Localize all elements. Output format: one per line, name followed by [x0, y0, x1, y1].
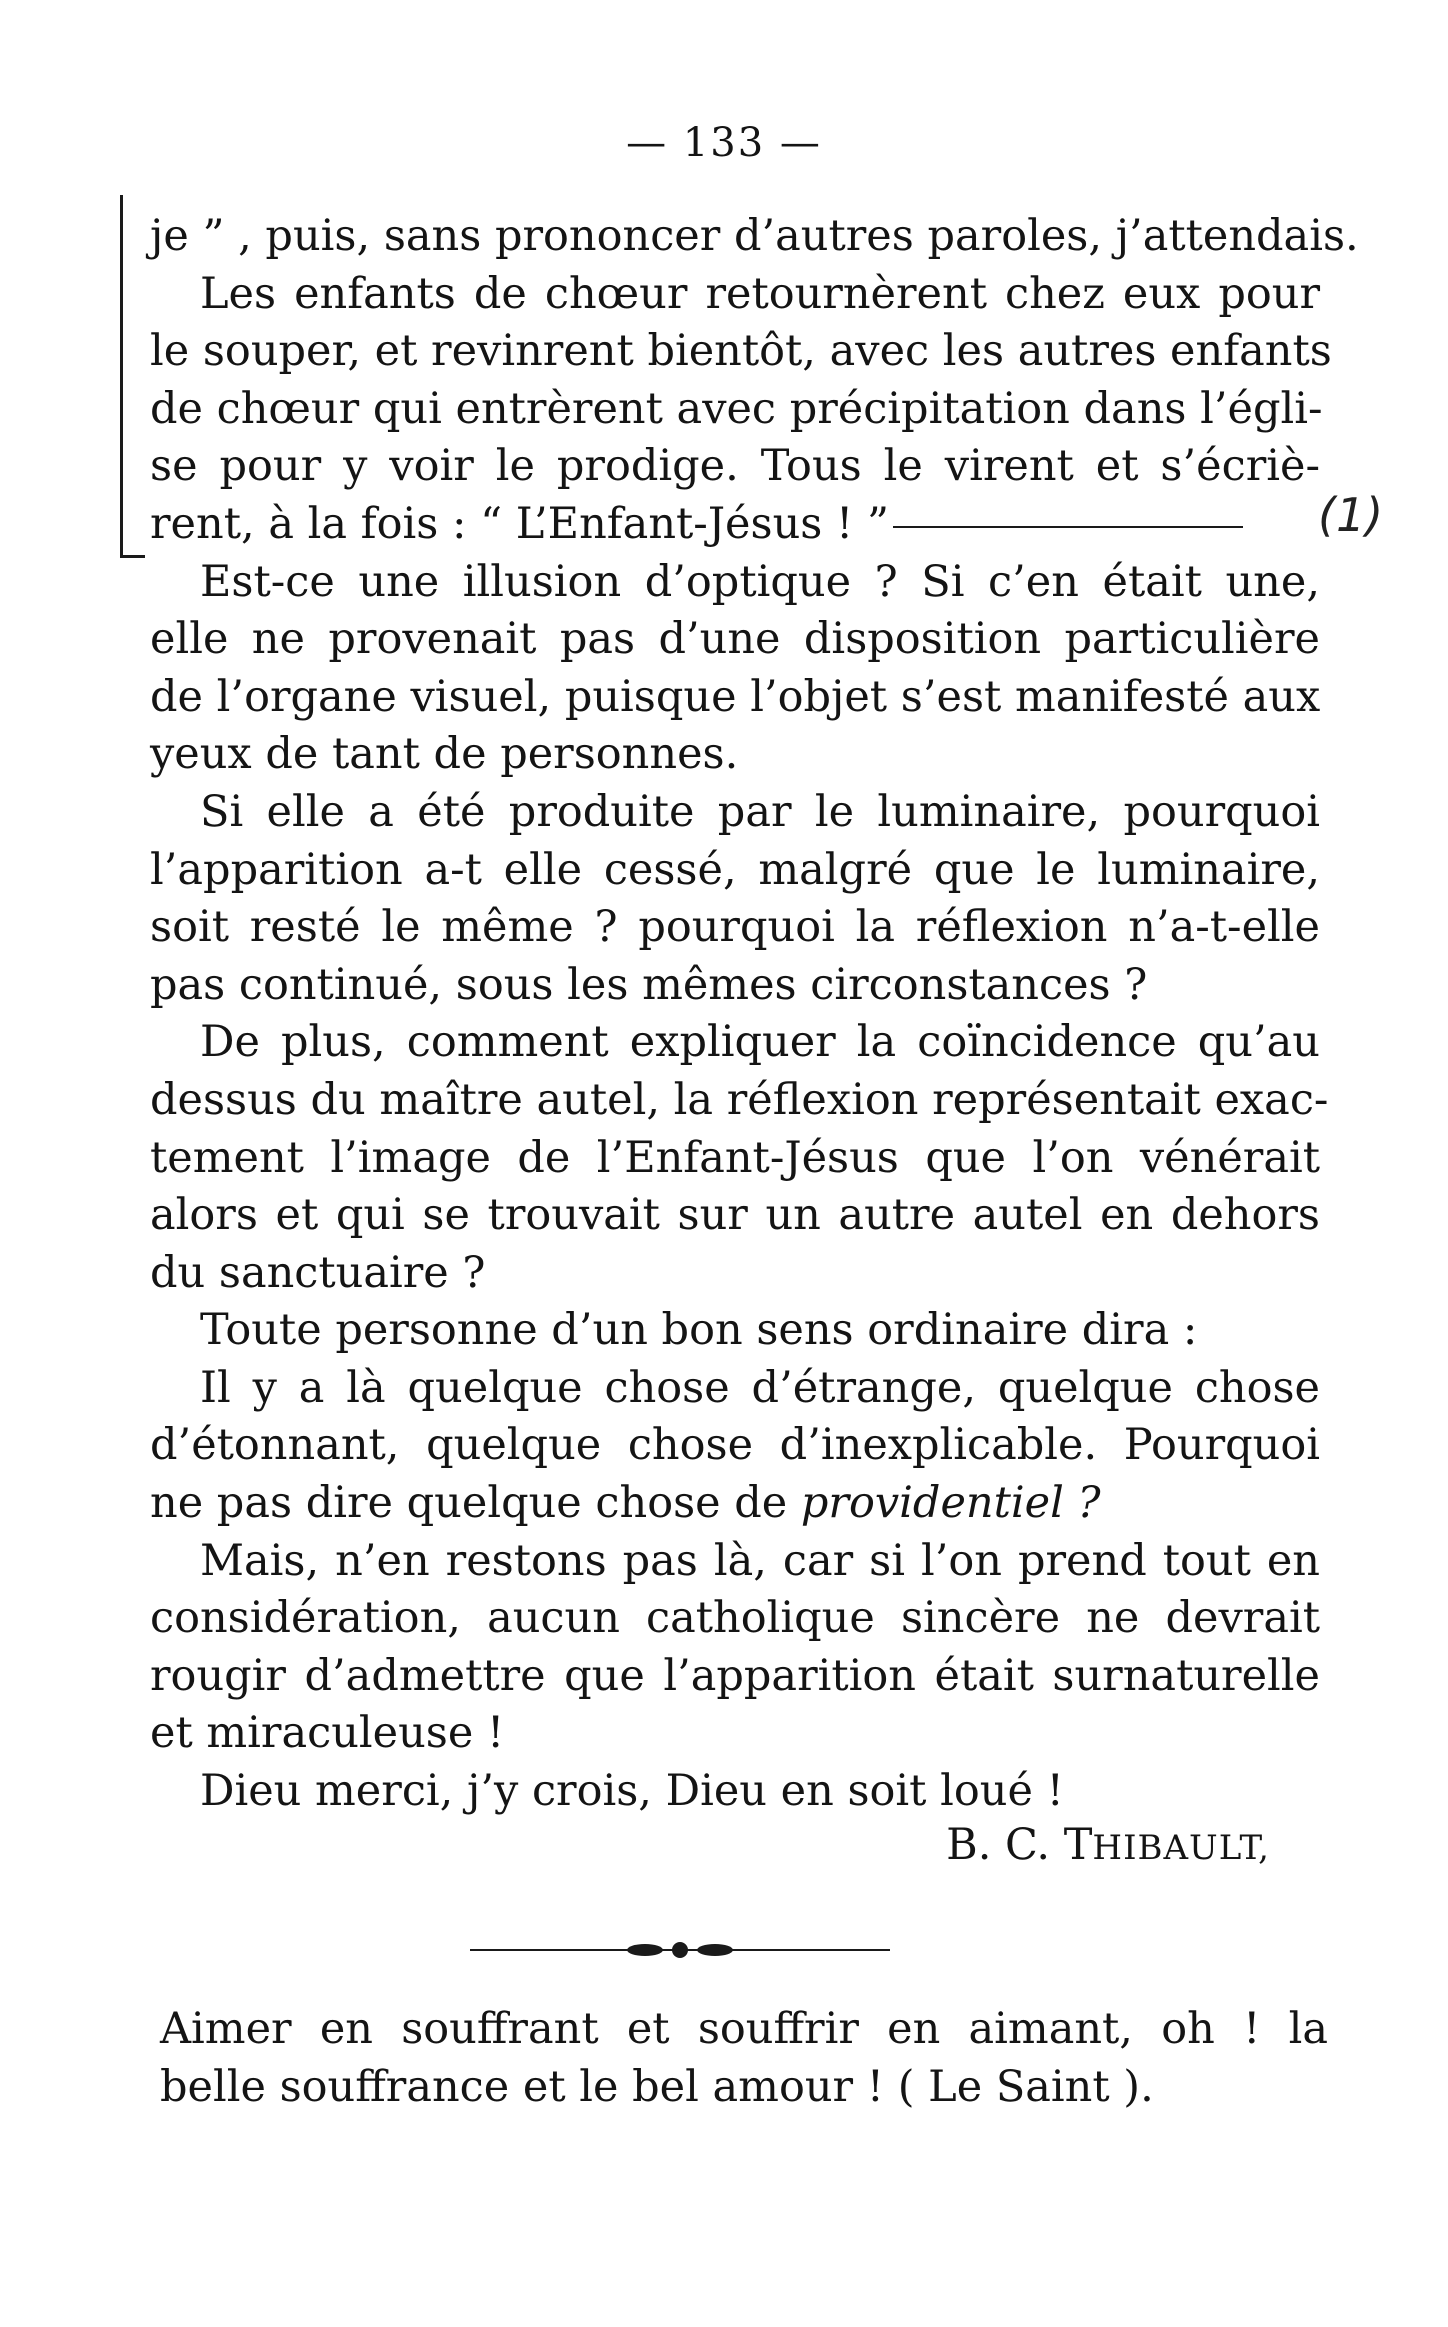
margin-bracket-mark	[120, 195, 145, 558]
text-line-content: rent, à la fois : “ L’Enfant-Jésus ! ”	[150, 498, 889, 549]
signature-surname: HIBAULT,	[1092, 1828, 1270, 1868]
text-line: Il y a là quelque chose d’étrange, quelque chose	[200, 1362, 1320, 1413]
text-line: pas continué, sous les mêmes circonstances ?	[150, 959, 1148, 1010]
text-line: je ” , puis, sans prononcer d’autres paroles, j’attendais.	[150, 211, 1359, 261]
text-line: le souper, et revinrent bientôt, avec les autres enfants	[150, 326, 1332, 377]
text-line: Dieu merci, j’y crois, Dieu en soit loué !	[200, 1766, 1064, 1817]
text-line: de l’organe visuel, puisque l’objet s’est manifesté aux	[150, 671, 1321, 722]
text-line: elle ne provenait pas d’une disposition particulière	[150, 614, 1320, 665]
text-line: d’étonnant, quelque chose d’inexplicable. Pourquoi	[150, 1420, 1320, 1471]
signature-initials: B. C. T	[946, 1820, 1093, 1870]
ornament-divider	[470, 1935, 890, 1965]
text-line: De plus, comment expliquer la coïncidence qu’au	[200, 1017, 1320, 1068]
ornament-center-dot	[672, 1942, 688, 1958]
text-line: l’apparition a-t elle cessé, malgré que le luminaire,	[150, 844, 1320, 895]
signature	[946, 1820, 1270, 1870]
text-line-content: ne pas dire quelque chose de	[150, 1478, 788, 1529]
text-line: Les enfants de chœur retournèrent chez eux pour	[200, 268, 1320, 319]
text-line: rougir d’admettre que l’apparition était surnaturelle	[150, 1650, 1320, 1701]
text-line: Mais, n’en restons pas là, car si l’on prend tout en	[200, 1535, 1320, 1586]
text-line	[150, 496, 1320, 554]
text-line: considération, aucun catholique sincère ne devrait	[150, 1593, 1320, 1644]
text-line: du sanctuaire ?	[150, 1247, 486, 1298]
text-line: alors et qui se trouvait sur un autre autel en dehors	[150, 1190, 1320, 1241]
text-line: yeux de tant de personnes.	[150, 729, 739, 780]
text-line: soit resté le même ? pourquoi la réflexion n’a-t-elle	[150, 902, 1320, 953]
margin-note-mark: (1)	[1318, 488, 1384, 542]
quote-line: Aimer en souffrant et souffrir en aimant, oh ! la	[160, 2004, 1328, 2054]
text-line: se pour y voir le prodige. Tous le virent et s’écriè-	[150, 441, 1320, 492]
ornament-left-leaf	[627, 1944, 663, 1956]
text-line: tement l’image de l’Enfant-Jésus que l’on vénérait	[150, 1132, 1320, 1183]
dash-rule	[893, 526, 1243, 528]
text-line: Est-ce une illusion d’optique ? Si c’en était une,	[200, 556, 1320, 607]
text-line	[150, 1475, 1320, 1533]
page-number: — 133 —	[626, 120, 822, 166]
text-line: Toute personne d’un bon sens ordinaire dira :	[200, 1305, 1198, 1356]
closing-quote	[160, 2000, 1328, 2116]
text-line: et miraculeuse !	[150, 1708, 505, 1759]
italic-word: providentiel ?	[800, 1478, 1101, 1529]
text-line: de chœur qui entrèrent avec précipitation dans l’égli-	[150, 383, 1323, 434]
main-text	[150, 208, 1359, 1821]
text-line: dessus du maître autel, la réflexion représentait exac-	[150, 1074, 1329, 1125]
ornament-right-leaf	[697, 1944, 733, 1956]
text-line: Si elle a été produite par le luminaire, pourquoi	[200, 786, 1320, 837]
quote-line: belle souffrance et le bel amour ! ( Le Saint ).	[160, 2062, 1154, 2112]
